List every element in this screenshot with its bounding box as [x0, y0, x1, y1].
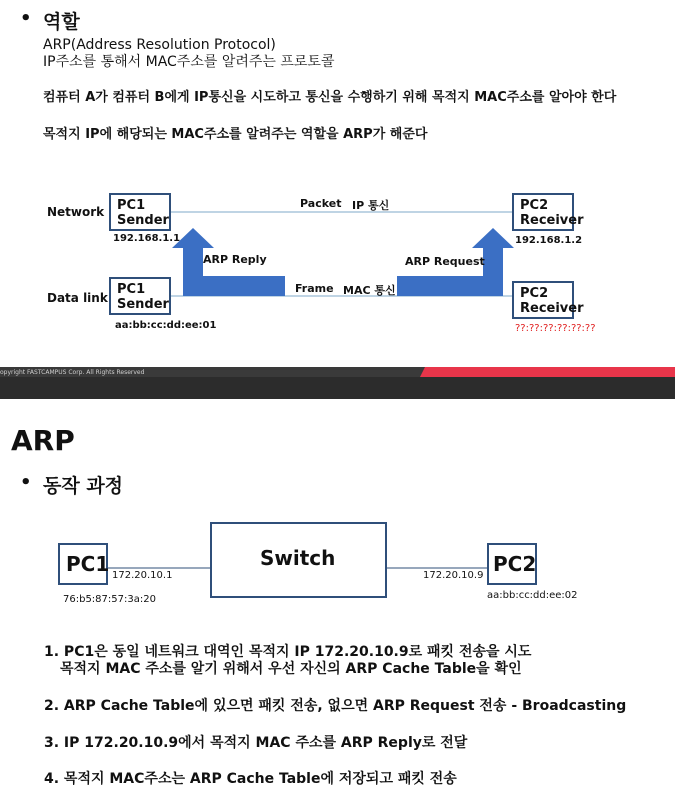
pc2-network-name: PC2 — [520, 198, 549, 213]
step-2: 2. ARP Cache Table에 있으면 패킷 전송, 없으면 ARP Request 전송 - Broadcasting — [44, 698, 627, 714]
pc1-ip: 192.168.1.1 — [113, 233, 181, 244]
datalink-label: Data link — [47, 291, 108, 305]
arp-request-label: ARP Request — [405, 255, 485, 268]
pc2-node-ip: 172.20.10.9 — [423, 570, 484, 581]
switch-label: Switch — [260, 546, 336, 570]
role-description: 목적지 IP에 해당되는 MAC주소를 알려주는 역할을 ARP가 해준다 — [43, 127, 428, 142]
step-1-continued: 목적지 MAC 주소를 알기 위해서 우선 자신의 ARP Cache Table을 확인 — [60, 661, 522, 677]
arp-fullname: ARP(Address Resolution Protocol) — [43, 37, 276, 53]
frame-label: Frame — [295, 282, 334, 295]
pc1-mac: aa:bb:cc:dd:ee:01 — [115, 320, 217, 331]
pc2-node-label: PC2 — [493, 552, 537, 576]
pc2-mac-unknown: ??:??:??:??:??:?? — [515, 323, 596, 334]
pc1-datalink-name: PC1 — [117, 282, 146, 297]
role-heading: 역할 — [43, 11, 80, 33]
pc1-network-role: Sender — [117, 213, 169, 228]
ip-comm-label: IP 통신 — [352, 199, 390, 212]
network-label: Network — [47, 205, 105, 219]
step-1: 1. PC1은 동일 네트워크 대역인 목적지 IP 172.20.10.9로 패킷 전송을 시도 — [44, 644, 532, 660]
pc2-ip: 192.168.1.2 — [515, 235, 583, 246]
pc1-datalink-role: Sender — [117, 297, 169, 312]
bullet-dot-2: • — [20, 472, 32, 493]
bullet-dot: • — [20, 8, 32, 29]
process-heading: 동작 과정 — [43, 475, 124, 497]
arp-reply-label: ARP Reply — [203, 253, 267, 266]
pc2-network-role: Receiver — [520, 213, 584, 228]
computer-description: 컴퓨터 A가 컴퓨터 B에게 IP통신을 시도하고 통신을 수행하기 위해 목적지 MAC주소를 알아야 한다 — [43, 90, 617, 105]
packet-label: Packet — [300, 197, 342, 210]
pc1-network-name: PC1 — [117, 198, 146, 213]
pc1-node-label: PC1 — [66, 552, 110, 576]
page-title: ARP — [11, 424, 75, 457]
pc2-datalink-name: PC2 — [520, 286, 549, 301]
copyright-text-overlay: opyright FASTCAMPUS Corp. All Rights Reserved — [0, 369, 145, 376]
pc1-node-mac: 76:b5:87:57:3a:20 — [63, 594, 156, 605]
mac-comm-label: MAC 통신 — [343, 284, 396, 297]
pc1-node-ip: 172.20.10.1 — [112, 570, 173, 581]
pc2-node-mac: aa:bb:cc:dd:ee:02 — [487, 590, 578, 601]
arp-definition: IP주소를 통해서 MAC주소를 알려주는 프로토콜 — [43, 54, 335, 70]
slide-footer — [0, 367, 675, 399]
step-3: 3. IP 172.20.10.9에서 목적지 MAC 주소를 ARP Reply로 전달 — [44, 735, 468, 751]
step-4: 4. 목적지 MAC주소는 ARP Cache Table에 저장되고 패킷 전송 — [44, 771, 457, 787]
pc2-datalink-role: Receiver — [520, 301, 584, 316]
